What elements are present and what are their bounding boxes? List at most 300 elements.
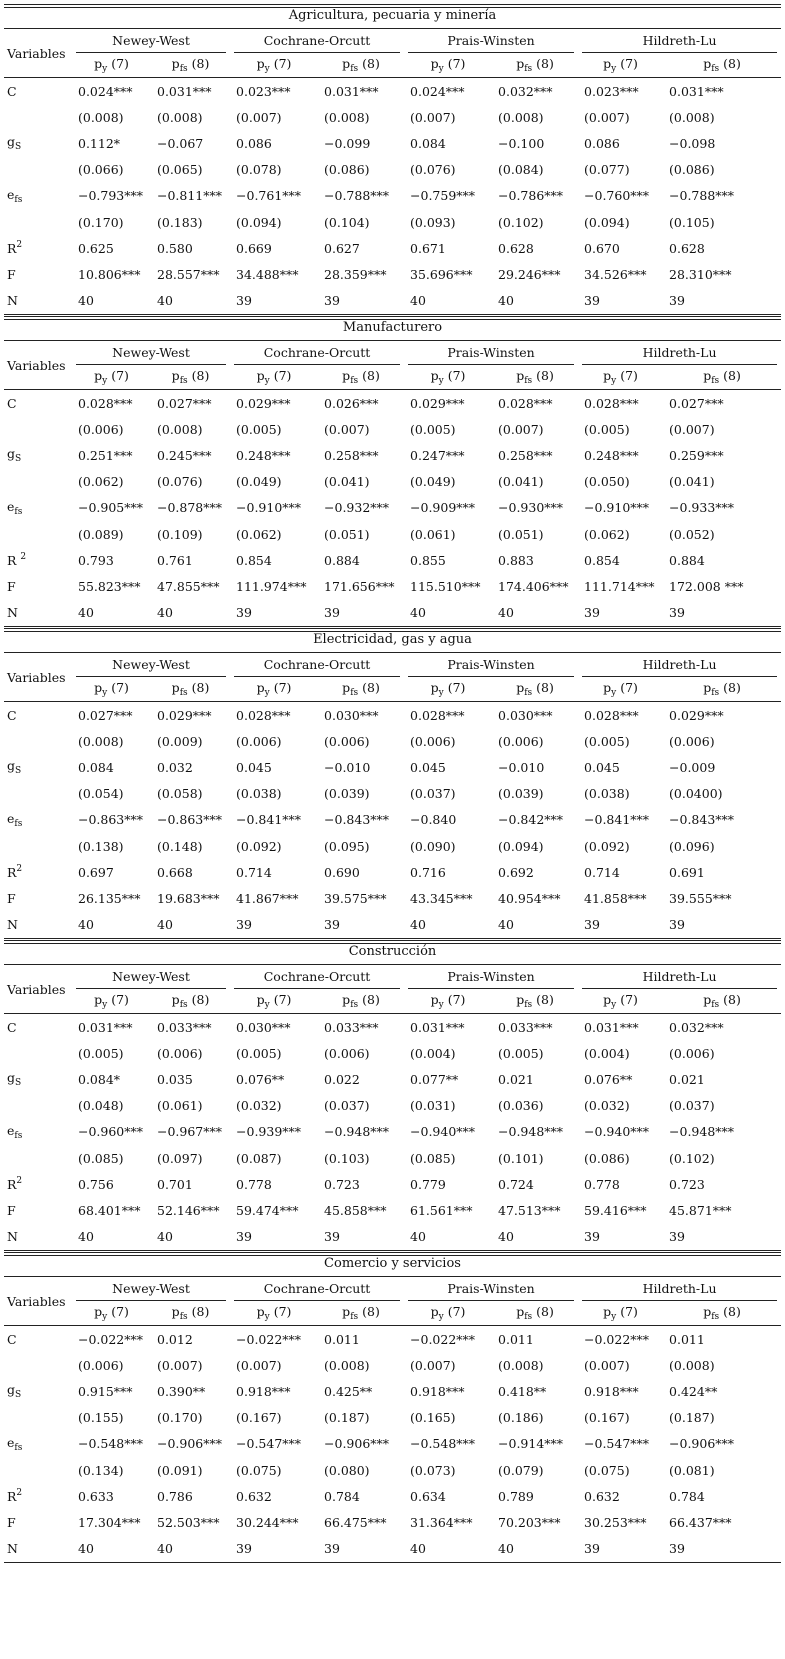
pfs-equation-number: (8) xyxy=(362,1304,380,1319)
row-label xyxy=(4,521,72,547)
pfs-subscript: fs xyxy=(711,1000,720,1010)
py-symbol: p xyxy=(430,680,439,695)
value-cell: 0.855 xyxy=(410,552,446,568)
efs-se-row xyxy=(4,1457,781,1483)
value-cell: 52.146*** xyxy=(157,1202,220,1218)
value-cell: 0.884 xyxy=(324,552,360,568)
gs-subscript: S xyxy=(15,766,22,777)
py-symbol: p xyxy=(256,1304,265,1319)
efs-subscript: fs xyxy=(14,194,23,205)
value-cell: 0.029*** xyxy=(236,395,291,411)
value-cell: (0.008) xyxy=(324,1357,370,1373)
pfs-symbol: p xyxy=(703,368,712,383)
value-cell: −0.761*** xyxy=(236,188,302,204)
py-equation-number: (7) xyxy=(620,1304,638,1319)
value-cell: (0.032) xyxy=(236,1098,282,1114)
value-cell: (0.085) xyxy=(78,1150,124,1166)
value-cell: (0.038) xyxy=(584,786,630,802)
value-cell: (0.006) xyxy=(324,733,370,749)
n-obs-row xyxy=(4,912,781,939)
value-cell: −0.948*** xyxy=(498,1124,564,1140)
value-cell: (0.007) xyxy=(669,421,715,437)
row-label xyxy=(4,1431,72,1457)
pfs-symbol: p xyxy=(171,992,180,1007)
value-cell: (0.006) xyxy=(410,733,456,749)
method-header-label: Cochrane-Orcutt xyxy=(234,342,400,365)
regression-table xyxy=(4,964,781,1251)
py-equation-number: (7) xyxy=(273,56,292,71)
value-cell: (0.062) xyxy=(78,474,124,490)
value-cell: −0.933*** xyxy=(669,500,735,516)
value-cell: (0.187) xyxy=(324,1410,370,1426)
pfs-equation-number: (8) xyxy=(723,680,741,695)
pfs-symbol: p xyxy=(342,1304,351,1319)
r-squared-row xyxy=(4,859,781,885)
value-cell: 0.027*** xyxy=(78,707,133,723)
efs-se-row xyxy=(4,209,781,235)
pfs-symbol: p xyxy=(342,680,351,695)
value-cell: 26.135*** xyxy=(78,890,141,906)
row-label xyxy=(4,1093,72,1119)
value-cell: −0.010 xyxy=(498,759,545,775)
value-cell: 0.028*** xyxy=(410,707,465,723)
py-equation-number: (7) xyxy=(620,56,638,71)
value-cell: 55.823*** xyxy=(78,578,141,594)
value-cell: 39 xyxy=(663,1224,781,1251)
row-label xyxy=(4,728,72,754)
value-cell: (0.086) xyxy=(324,162,370,178)
value-cell: 0.011 xyxy=(669,1331,705,1347)
pfs-equation-number: (8) xyxy=(723,56,741,71)
py-subscript: y xyxy=(438,376,444,386)
value-cell: (0.004) xyxy=(410,1045,456,1061)
value-cell: 0.028*** xyxy=(584,707,639,723)
value-cell: 0.022 xyxy=(324,1071,360,1087)
value-cell: −0.841*** xyxy=(236,812,302,828)
n-obs-label: N xyxy=(7,1541,18,1557)
method-header-label: Newey-West xyxy=(76,30,226,53)
row-label xyxy=(4,209,72,235)
py-subscript: y xyxy=(438,1312,444,1322)
value-cell: 40.954*** xyxy=(498,890,561,906)
variables-header: Variables xyxy=(4,29,72,78)
method-header xyxy=(72,29,230,54)
value-cell: 171.656*** xyxy=(324,578,395,594)
value-cell: 0.918*** xyxy=(236,1383,291,1399)
value-cell: (0.076) xyxy=(410,162,456,178)
value-cell: (0.008) xyxy=(669,1357,715,1373)
value-cell: 0.084 xyxy=(78,759,114,775)
pfs-symbol: p xyxy=(516,1304,525,1319)
value-cell: 39 xyxy=(578,912,663,939)
value-cell: (0.038) xyxy=(236,786,282,802)
value-cell: 0.077** xyxy=(410,1071,459,1087)
value-cell: (0.091) xyxy=(157,1462,203,1478)
value-cell: (0.031) xyxy=(410,1098,456,1114)
value-cell: (0.094) xyxy=(498,838,544,854)
method-header-label: Cochrane-Orcutt xyxy=(234,966,400,989)
value-cell: −0.863*** xyxy=(157,812,223,828)
pfs-symbol: p xyxy=(516,368,525,383)
efs-row xyxy=(4,1431,781,1457)
value-cell: (0.134) xyxy=(78,1462,124,1478)
py-equation-number: (7) xyxy=(111,56,129,71)
row-label xyxy=(4,442,72,468)
pfs-column-header xyxy=(318,677,404,702)
pfs-subscript: fs xyxy=(524,1312,533,1322)
value-cell: 43.345*** xyxy=(410,890,473,906)
value-cell: −0.948*** xyxy=(324,1124,390,1140)
value-cell: 0.030*** xyxy=(236,1019,291,1035)
value-cell: 39.555*** xyxy=(669,890,732,906)
value-cell: 39 xyxy=(318,1536,404,1563)
pfs-subscript: fs xyxy=(179,1312,188,1322)
gs-subscript: S xyxy=(15,1390,22,1401)
row-label xyxy=(4,157,72,183)
section-title xyxy=(4,316,781,337)
pfs-equation-number: (8) xyxy=(723,1304,741,1319)
py-column-header xyxy=(72,989,151,1014)
value-cell: 45.871*** xyxy=(669,1202,732,1218)
value-cell: 40 xyxy=(72,1536,151,1563)
f-stat-row xyxy=(4,1197,781,1223)
value-cell: 40 xyxy=(404,600,492,627)
value-cell: (0.081) xyxy=(669,1462,715,1478)
pfs-column-header xyxy=(663,53,781,78)
value-cell: 34.526*** xyxy=(584,266,647,282)
value-cell: 0.248*** xyxy=(236,447,291,463)
py-column-header xyxy=(230,53,318,78)
value-cell: (0.005) xyxy=(410,421,456,437)
py-symbol: p xyxy=(94,368,103,383)
py-column-header xyxy=(404,989,492,1014)
value-cell: 0.029*** xyxy=(157,707,212,723)
row-label xyxy=(4,702,72,729)
py-column-header xyxy=(230,677,318,702)
value-cell: 40 xyxy=(151,912,230,939)
py-equation-number: (7) xyxy=(447,680,466,695)
value-cell: −0.967*** xyxy=(157,1124,223,1140)
efs-symbol: e xyxy=(7,498,15,514)
gs-se-row xyxy=(4,1405,781,1431)
section-title xyxy=(4,940,781,961)
value-cell: (0.104) xyxy=(324,214,370,230)
value-cell: (0.051) xyxy=(498,526,544,542)
section-title xyxy=(4,4,781,25)
value-cell: 19.683*** xyxy=(157,890,220,906)
method-header-label: Prais-Winsten xyxy=(408,654,574,677)
value-cell: (0.006) xyxy=(236,733,282,749)
value-cell: 59.416*** xyxy=(584,1202,647,1218)
value-cell: 0.045 xyxy=(584,759,620,775)
value-cell: 0.084 xyxy=(410,135,446,151)
value-cell: (0.005) xyxy=(236,421,282,437)
row-label xyxy=(4,1483,72,1509)
efs-symbol: e xyxy=(7,1122,15,1138)
pfs-equation-number: (8) xyxy=(536,56,554,71)
value-cell: 0.031*** xyxy=(669,83,724,99)
regression-table xyxy=(4,1276,781,1563)
value-cell: 39 xyxy=(578,288,663,315)
value-cell: 0.628 xyxy=(498,240,534,256)
value-cell: 39.575*** xyxy=(324,890,387,906)
value-cell: 0.854 xyxy=(584,552,620,568)
value-cell: 0.714 xyxy=(584,864,620,880)
method-header-label: Prais-Winsten xyxy=(408,30,574,53)
value-cell: 0.714 xyxy=(236,864,272,880)
constant-se-row xyxy=(4,1040,781,1066)
value-cell: 0.883 xyxy=(498,552,534,568)
py-column-header xyxy=(230,989,318,1014)
method-header-label: Newey-West xyxy=(76,342,226,365)
value-cell: 40 xyxy=(492,600,578,627)
regression-table xyxy=(4,652,781,939)
value-cell: 28.557*** xyxy=(157,266,220,282)
value-cell: (0.079) xyxy=(498,1462,544,1478)
gs-row xyxy=(4,1066,781,1092)
method-header xyxy=(230,341,404,366)
row-label xyxy=(4,1326,72,1353)
r-squared-symbol: R xyxy=(7,865,17,881)
value-cell: (0.007) xyxy=(157,1357,203,1373)
value-cell: (0.084) xyxy=(498,162,544,178)
py-symbol: p xyxy=(603,1304,612,1319)
value-cell: 0.854 xyxy=(236,552,272,568)
row-label xyxy=(4,885,72,911)
value-cell: −0.910*** xyxy=(236,500,302,516)
value-cell: (0.075) xyxy=(236,1462,282,1478)
pfs-column-header xyxy=(318,989,404,1014)
value-cell: 0.033*** xyxy=(324,1019,379,1035)
value-cell: 39 xyxy=(318,288,404,315)
value-cell: 0.723 xyxy=(324,1176,360,1192)
value-cell: 0.028*** xyxy=(236,707,291,723)
value-cell: 17.304*** xyxy=(78,1514,141,1530)
value-cell: 0.786 xyxy=(157,1488,193,1504)
value-cell: (0.073) xyxy=(410,1462,456,1478)
value-cell: 41.858*** xyxy=(584,890,647,906)
value-cell: 0.918*** xyxy=(410,1383,465,1399)
efs-se-row xyxy=(4,1145,781,1171)
constant-row xyxy=(4,1326,781,1353)
value-cell: (0.007) xyxy=(410,109,456,125)
r-squared-symbol: R xyxy=(7,241,17,257)
value-cell: 0.697 xyxy=(78,864,114,880)
value-cell: 0.023*** xyxy=(236,83,291,99)
pfs-equation-number: (8) xyxy=(191,56,210,71)
py-subscript: y xyxy=(438,688,444,698)
value-cell: 0.690 xyxy=(324,864,360,880)
gs-symbol: g xyxy=(7,1070,16,1086)
value-cell: 0.084* xyxy=(78,1071,121,1087)
r-squared-superscript: 2 xyxy=(16,1176,23,1187)
n-obs-label: N xyxy=(7,605,18,621)
pfs-equation-number: (8) xyxy=(536,1304,554,1319)
pfs-symbol: p xyxy=(171,56,180,71)
py-column-header xyxy=(404,365,492,390)
efs-subscript: fs xyxy=(14,1130,23,1141)
value-cell: 0.031*** xyxy=(584,1019,639,1035)
py-symbol: p xyxy=(430,368,439,383)
pfs-subscript: fs xyxy=(524,64,533,74)
method-header-label: Cochrane-Orcutt xyxy=(234,30,400,53)
value-cell: 0.031*** xyxy=(410,1019,465,1035)
dependent-variable-row xyxy=(4,1301,781,1326)
value-cell: (0.006) xyxy=(78,1357,124,1373)
value-cell: (0.062) xyxy=(584,526,630,542)
value-cell: 0.028*** xyxy=(498,395,553,411)
value-cell: (0.008) xyxy=(498,1357,544,1373)
value-cell: −0.788*** xyxy=(669,188,735,204)
value-cell: −0.547*** xyxy=(584,1436,650,1452)
value-cell: (0.187) xyxy=(669,1410,715,1426)
value-cell: (0.087) xyxy=(236,1150,282,1166)
value-cell: 0.011 xyxy=(324,1331,360,1347)
method-header xyxy=(578,341,781,366)
value-cell: 34.488*** xyxy=(236,266,299,282)
pfs-column-header xyxy=(318,53,404,78)
value-cell: 0.026*** xyxy=(324,395,379,411)
value-cell: 0.633 xyxy=(78,1488,114,1504)
value-cell: (0.065) xyxy=(157,162,203,178)
efs-subscript: fs xyxy=(14,1442,23,1453)
value-cell: (0.008) xyxy=(78,109,124,125)
py-column-header xyxy=(72,365,151,390)
value-cell: (0.007) xyxy=(324,421,370,437)
n-obs-row xyxy=(4,600,781,627)
value-cell: 39 xyxy=(663,912,781,939)
py-symbol: p xyxy=(94,56,103,71)
value-cell: (0.092) xyxy=(584,838,630,854)
value-cell: −0.906*** xyxy=(669,1436,735,1452)
value-cell: 0.021 xyxy=(669,1071,705,1087)
pfs-column-header xyxy=(492,677,578,702)
row-label xyxy=(4,1197,72,1223)
dependent-variable-row xyxy=(4,989,781,1014)
pfs-column-header xyxy=(318,1301,404,1326)
value-cell: (0.155) xyxy=(78,1410,124,1426)
pfs-column-header xyxy=(151,1301,230,1326)
constant-se-row xyxy=(4,104,781,130)
f-stat-label: F xyxy=(7,1514,16,1530)
regression-table xyxy=(4,340,781,627)
value-cell: −0.786*** xyxy=(498,188,564,204)
gs-row xyxy=(4,1378,781,1404)
pfs-subscript: fs xyxy=(711,1312,720,1322)
value-cell: (0.048) xyxy=(78,1098,124,1114)
value-cell: (0.103) xyxy=(324,1150,370,1166)
pfs-equation-number: (8) xyxy=(723,368,741,383)
method-header xyxy=(72,653,230,678)
value-cell: 40 xyxy=(151,288,230,315)
value-cell: (0.085) xyxy=(410,1150,456,1166)
pfs-symbol: p xyxy=(703,680,712,695)
method-header-label: Hildreth-Lu xyxy=(582,1278,777,1301)
efs-row xyxy=(4,183,781,209)
gs-subscript: S xyxy=(15,454,22,465)
value-cell: −0.022*** xyxy=(410,1331,476,1347)
py-equation-number: (7) xyxy=(620,368,638,383)
value-cell: −0.960*** xyxy=(78,1124,144,1140)
f-stat-row xyxy=(4,1509,781,1535)
value-cell: (0.080) xyxy=(324,1462,370,1478)
row-label xyxy=(4,1171,72,1197)
efs-row xyxy=(4,807,781,833)
row-label xyxy=(4,288,72,315)
value-cell: (0.089) xyxy=(78,526,124,542)
row-label xyxy=(4,833,72,859)
value-cell: 39 xyxy=(318,600,404,627)
py-column-header xyxy=(578,677,663,702)
pfs-symbol: p xyxy=(171,1304,180,1319)
pfs-column-header xyxy=(663,365,781,390)
pfs-equation-number: (8) xyxy=(362,992,380,1007)
value-cell: −0.100 xyxy=(498,135,545,151)
method-header xyxy=(72,965,230,990)
value-cell: 0.035 xyxy=(157,1071,193,1087)
method-header xyxy=(578,653,781,678)
value-cell: 0.258*** xyxy=(498,447,553,463)
value-cell: 52.503*** xyxy=(157,1514,220,1530)
dependent-variable-row xyxy=(4,677,781,702)
gs-subscript: S xyxy=(15,142,22,153)
value-cell: 0.076** xyxy=(584,1071,633,1087)
method-header xyxy=(230,653,404,678)
method-header xyxy=(578,965,781,990)
py-column-header xyxy=(404,1301,492,1326)
value-cell: (0.007) xyxy=(410,1357,456,1373)
section-title xyxy=(4,1252,781,1273)
value-cell: −0.788*** xyxy=(324,188,390,204)
value-cell: (0.086) xyxy=(669,162,715,178)
value-cell: −0.009 xyxy=(669,759,716,775)
efs-se-row xyxy=(4,521,781,547)
value-cell: 0.716 xyxy=(410,864,446,880)
value-cell: 0.031*** xyxy=(157,83,212,99)
value-cell: −0.547*** xyxy=(236,1436,302,1452)
method-header xyxy=(72,1277,230,1302)
value-cell: (0.049) xyxy=(410,474,456,490)
value-cell: −0.842*** xyxy=(498,812,564,828)
value-cell: 30.253*** xyxy=(584,1514,647,1530)
pfs-column-header xyxy=(492,53,578,78)
value-cell: (0.005) xyxy=(584,733,630,749)
gs-se-row xyxy=(4,1093,781,1119)
pfs-subscript: fs xyxy=(179,64,188,74)
value-cell: (0.036) xyxy=(498,1098,544,1114)
f-stat-row xyxy=(4,573,781,599)
value-cell: (0.090) xyxy=(410,838,456,854)
value-cell: −0.793*** xyxy=(78,188,144,204)
py-column-header xyxy=(72,677,151,702)
value-cell: (0.062) xyxy=(236,526,282,542)
variables-header: Variables xyxy=(4,965,72,1014)
section-title-text: Construcción xyxy=(348,944,437,959)
variables-header: Variables xyxy=(4,341,72,390)
r-squared-superscript: 2 xyxy=(16,864,23,875)
value-cell: 39 xyxy=(578,600,663,627)
constant-row xyxy=(4,78,781,105)
constant-se-row xyxy=(4,728,781,754)
efs-se-row xyxy=(4,833,781,859)
py-subscript: y xyxy=(611,376,617,386)
py-column-header xyxy=(578,365,663,390)
value-cell: (0.037) xyxy=(410,786,456,802)
section-title-text: Comercio y servicios xyxy=(324,1256,461,1271)
value-cell: −0.930*** xyxy=(498,500,564,516)
value-cell: (0.008) xyxy=(157,109,203,125)
method-header xyxy=(404,341,578,366)
